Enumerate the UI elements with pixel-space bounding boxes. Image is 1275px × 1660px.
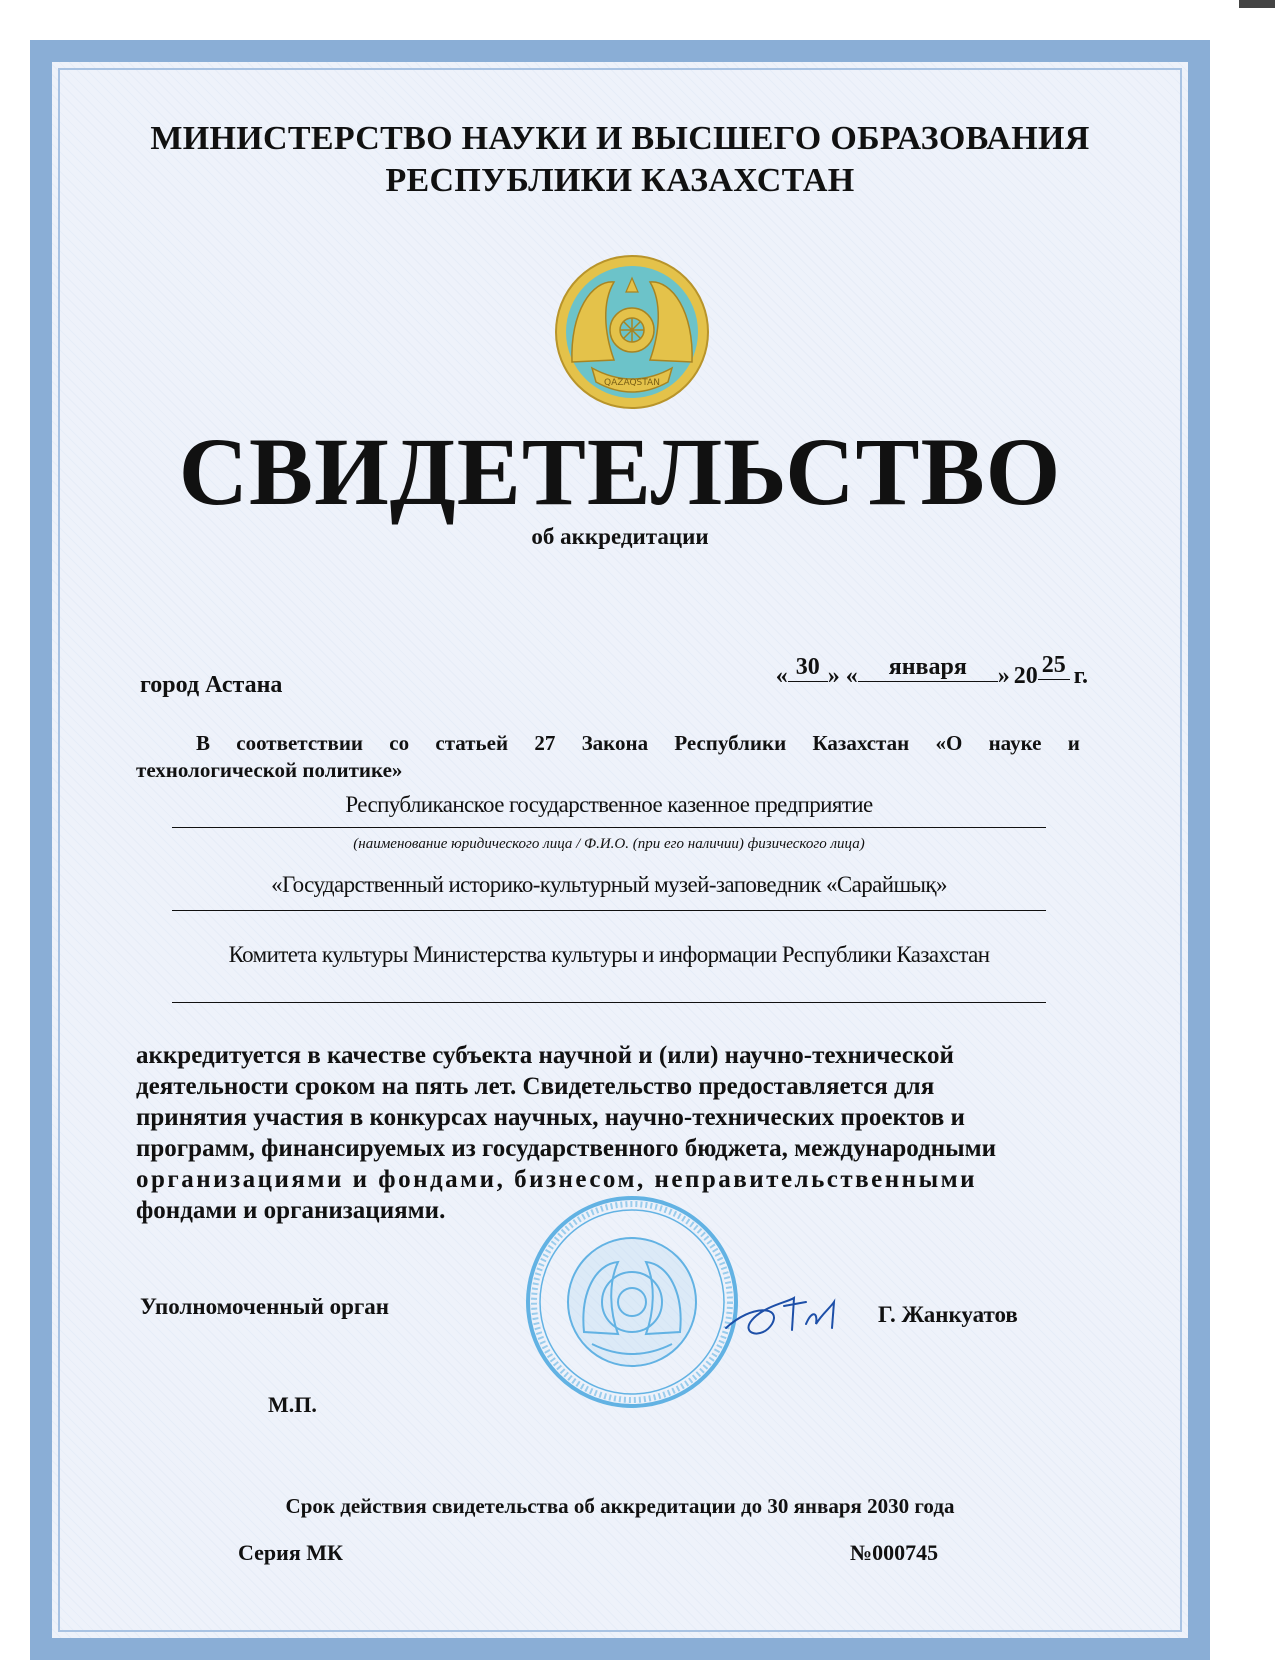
date-year-suffix: 25 — [1038, 652, 1070, 680]
official-seal-icon — [522, 1192, 742, 1412]
body-line: принятия участия в конкурсах научных, научно-технических проектов и — [136, 1104, 965, 1131]
issue-date — [775, 652, 1088, 690]
date-year-prefix: 20 — [1013, 663, 1038, 689]
entity-rule-1 — [172, 827, 1046, 828]
signer-name: Г. Жанкуатов — [878, 1302, 1018, 1327]
ministry-line-2: РЕСПУБЛИКИ КАЗАХСТАН — [385, 162, 855, 199]
law-basis — [136, 730, 1080, 784]
entity-rule-2 — [172, 910, 1046, 911]
ministry-line-1: МИНИСТЕРСТВО НАУКИ И ВЫСШЕГО ОБРАЗОВАНИЯ — [150, 120, 1090, 157]
date-day: 30 — [788, 654, 828, 682]
law-basis-line-2: технологической политике» — [136, 758, 403, 782]
entity-hint: (наименование юридического лица / Ф.И.О. (при его наличии) физического лица) — [353, 836, 865, 852]
date-month: января — [858, 654, 998, 682]
state-emblem-icon — [552, 252, 712, 412]
law-word: Республики — [674, 731, 787, 755]
body-line: аккредитуется в качестве субъекта научной и (или) научно-технической — [136, 1042, 954, 1069]
date-mid-quote: » « — [827, 663, 858, 689]
date-year-mark: г. — [1073, 663, 1088, 689]
entity-name: «Государственный историко-культурный музей-заповедник «Сарайшық» — [271, 872, 947, 897]
law-word: 27 — [534, 731, 556, 755]
law-word: Казахстан — [812, 731, 910, 755]
certificate-number: №000745 — [850, 1540, 939, 1565]
certificate-title: СВИДЕТЕЛЬСТВО — [178, 418, 1062, 525]
law-word: соответствии — [236, 731, 364, 755]
law-word: В — [196, 731, 211, 755]
certificate-frame — [30, 40, 1210, 1660]
law-word: статьей — [435, 731, 509, 755]
law-word: со — [389, 731, 410, 755]
body-line: организациями и фондами, бизнесом, неправительственными — [136, 1166, 978, 1193]
body-line: программ, финансируемых из государственного бюджета, международными — [136, 1135, 997, 1162]
ministry-header — [52, 118, 1188, 202]
law-word: и — [1067, 731, 1080, 755]
law-word: Закона — [581, 731, 649, 755]
body-line: деятельности сроком на пять лет. Свидетельство предоставляется для — [136, 1073, 935, 1100]
entity-parent: Комитета культуры Министерства культуры и информации Республики Казахстан — [228, 942, 990, 967]
date-close-quote: » — [997, 663, 1010, 689]
emblem-inscription: QAZAQSTAN — [604, 378, 660, 388]
body-line: фондами и организациями. — [136, 1197, 446, 1224]
entity-type: Республиканское государственное казенное предприятие — [345, 792, 873, 817]
signature-icon — [722, 1284, 842, 1344]
authority-label: Уполномоченный орган — [140, 1294, 390, 1319]
validity-period: Срок действия свидетельства об аккредитации до 30 января 2030 года — [285, 1494, 955, 1518]
law-word: науке — [988, 731, 1042, 755]
seal-label: М.П. — [268, 1392, 317, 1417]
certificate-series: Серия МК — [238, 1540, 343, 1565]
entity-rule-3 — [172, 1002, 1046, 1003]
law-basis-line-1 — [136, 730, 1080, 757]
date-open-quote: « — [775, 663, 788, 689]
issue-place: город Астана — [140, 672, 283, 698]
certificate-subtitle: об аккредитации — [531, 524, 709, 549]
law-word: «О — [935, 731, 963, 755]
scan-edge — [1239, 0, 1275, 8]
